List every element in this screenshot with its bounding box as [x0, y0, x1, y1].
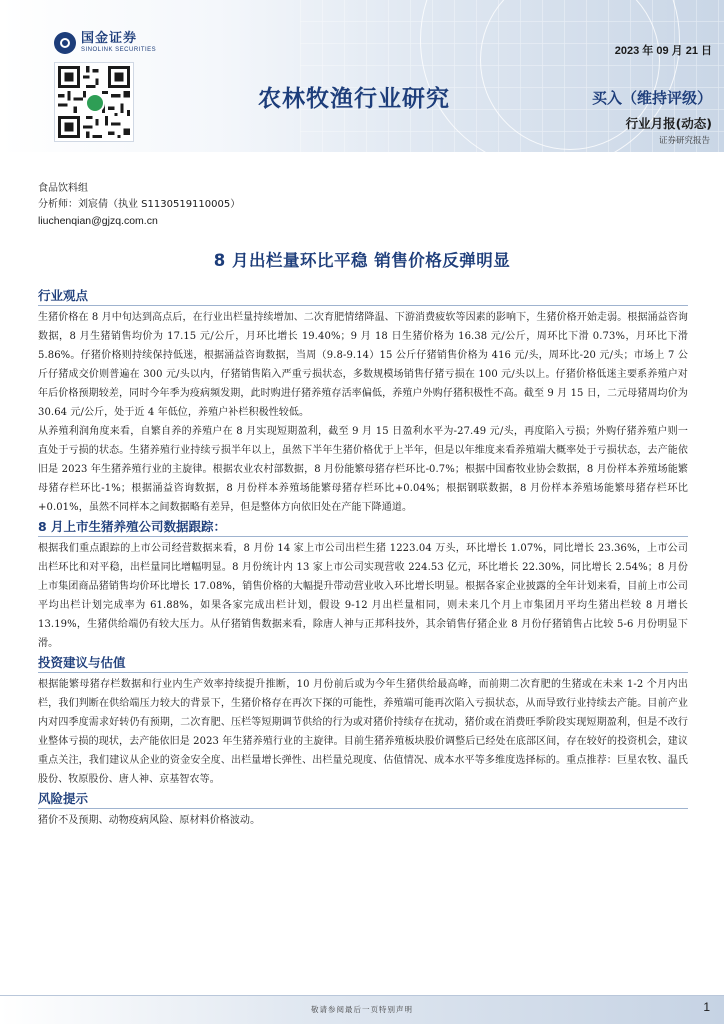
paragraph-risk-warning: 猪价不及预期、动物疫病风险、原材料价格波动。 — [38, 815, 261, 826]
report-type: 行业月报(动态) — [625, 116, 712, 131]
analyst-name: 分析师：刘宸倩（执业 S1130519110005） — [38, 199, 241, 210]
paragraph-industry-view-1: 生猪价格在 8 月中旬达到高点后，在行业出栏量持续增加、二次育肥情绪降温、下游消费疲软等因素的影响下，生猪价格开始走弱。根据涌益咨询数据，8 月生猪销售均价为 17.15 元/公斤，月环比增长 19.40%；9 月 18 日生猪价格为 16.38 元/公斤，周环比下滑 0.73%，月环比下滑 5.86%。仔猪价格则持续保持低迷，根据涌益咨询数据，当周（9.8-9.14）15 公斤仔猪销售价格为 416 元/头，周环比-20 元/头；市场上 7 公斤仔猪成交价则普遍在 300 元/头以内，仔猪销售陷入严重亏损状态，多数规模场销售仔猪亏损在 100 元/头以上。仔猪价格低迷主要系养殖户对年后价格预期较差，同时今年季为疫病频发期，此时购进仔猪养殖存活率偏低，养殖户外购仔猪积极性不高。截至 9 月 15 日，二元母猪周均价为 30.64 元/公斤，处于近 4 年低位，养殖户补栏积极性较低。 — [38, 312, 688, 418]
qr-badge-icon — [85, 93, 105, 113]
report-date: 2023 年 09 月 21 日 — [614, 45, 712, 57]
rating-badge: 买入（维持评级） — [591, 89, 712, 107]
header-banner — [0, 0, 724, 152]
report-title: 农林牧渔行业研究 — [258, 86, 450, 112]
paragraph-industry-view-2: 从养殖利润角度来看，自繁自养的养殖户在 8 月实现短期盈利，截至 9 月 15 日盈利水平为-27.49 元/头，再度陷入亏损；外购仔猪养殖户则一直处于亏损的状态。生猪养殖行业持续亏损半年以上，虽然下半年生猪价格优于上半年，但是以年维度来看养殖端大概率处于亏损状态，去产能依旧是 2023 年生猪养殖行业的主旋律。根据农业农村部数据，8 月份能繁母猪存栏环比-0.7%；根据中国畜牧业协会数据，8 月份样本养殖场能繁母猪存栏环比-1%；根据涌益咨询数据，8 月份样本养殖场能繁母猪存栏环比+0.04%；根据钢联数据，8 月份样本养殖场能繁母猪存栏环比+0.01%，虽然不同样本之间数据略有差异，但是整体方向依旧处在产能下降通道。 — [38, 426, 688, 513]
section-title-investment-advice: 投资建议与估值 — [38, 653, 688, 673]
analyst-info — [38, 181, 240, 229]
paragraph-investment-advice: 根据能繁母猪存栏数据和行业内生产效率持续提升推断，10 月份前后或为今年生猪供给最高峰，而前期二次育肥的生猪或在未来 1-2 个月内出栏，我们判断在供给端压力较大的背景下，生猪价格存在再次下探的可能性，养殖端可能再次陷入亏损状态，从而导致行业持续去产能。目前产业内对四季度需求好转仍有预期，二次育肥、压栏等短期调节供给的行为或对猪价持续存在扰动，猪价或在消费旺季阶段实现短期盈利，但是不改行业整体亏损的现状，去产能依旧是 2023 年生猪养殖行业的主旋律。目前生猪养殖板块股价调整后已经处在底部区间，存在较好的投资机会，建议重点关注，我们建议从企业的资金安全度、出栏量增长弹性、出栏量兑现度、估值情况、成本水平等多维度选择标的。重点推荐：巨星农牧、温氏股份、牧原股份、唐人神、京基智农等。 — [38, 679, 688, 785]
qr-code-icon — [54, 62, 134, 142]
analyst-group: 食品饮料组 — [38, 183, 88, 194]
analyst-email[interactable]: liuchenqian@gjzq.com.cn — [38, 215, 158, 227]
section-title-company-tracking: 8 月上市生猪养殖公司数据跟踪： — [38, 517, 688, 537]
section-title-industry-view: 行业观点 — [38, 286, 688, 306]
paragraph-company-tracking: 根据我们重点跟踪的上市公司经营数据来看，8 月份 14 家上市公司出栏生猪 1223.04 万头，环比增长 1.07%，同比增长 23.36%，上市公司出栏环比和对平稳，出栏量同比增幅明显。8 月份统计内 13 家上市公司实现营收 224.53 亿元，环比增长 22.30%，同比增长 2.54%；8 月份上市集团商品猪销售均价环比增长 17.08%，销售价格的大幅提升带动营业收入环比增长明显。根据各家企业披露的全年计划来看，目前上市公司平均出栏计划完成率为 61.88%，如果各家完成出栏计划，假设 9-12 月出栏量相同，则未来几个月上市集团月平均生猪出栏较 8 月增长 13.19%，生猪供给端仍有较大压力。从仔猪销售数据来看，除唐人神与正邦科技外，其余销售仔猪企业 8 月份仔猪销售占比较 5-6 月份明显下滑。 — [38, 543, 688, 649]
report-body — [38, 286, 688, 830]
logo-name-en: SINOLINK SECURITIES — [81, 47, 157, 53]
section-title-risk-warning: 风险提示 — [38, 789, 688, 809]
logo-icon — [54, 32, 76, 54]
logo-name-cn: 国金证券 — [81, 31, 138, 46]
company-logo — [54, 32, 156, 54]
page-number: 1 — [703, 1000, 710, 1014]
footer-disclaimer: 敬请参阅最后一页特别声明 — [311, 1005, 413, 1014]
report-headline: 8 月出栏量环比平稳 销售价格反弹明显 — [213, 251, 511, 270]
report-kind: 证券研究报告 — [658, 136, 710, 146]
